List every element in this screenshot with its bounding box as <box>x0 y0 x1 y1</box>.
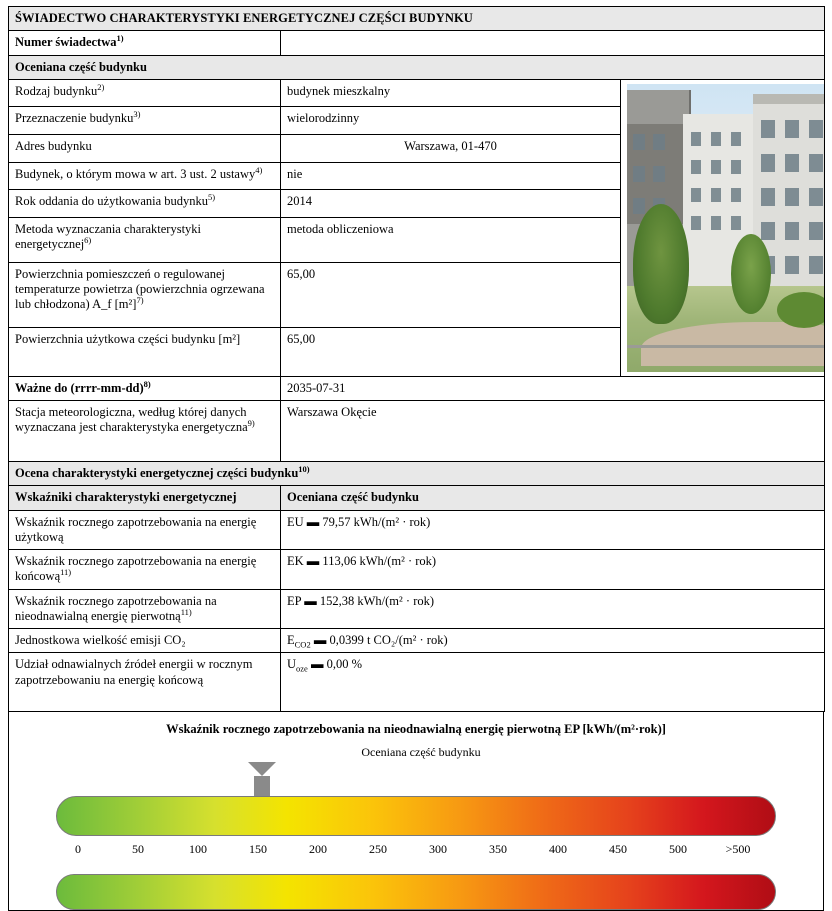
photo-window <box>653 134 665 150</box>
document-title: ŚWIADECTWO CHARAKTERYSTYKI ENERGETYCZNEJ CZĘŚCI BUDYNKU <box>9 7 825 31</box>
ep-scale-tick: >500 <box>725 842 751 857</box>
photo-tree <box>731 234 771 314</box>
oze-subscript: oze <box>296 663 308 674</box>
chart-title: Wskaźnik rocznego zapotrzebowania na nieodnawialną energię pierwotną EP [kWh/(m²·rok)] <box>166 722 666 737</box>
footnote-marker: 8) <box>143 378 151 389</box>
row-value-building-purpose: wielorodzinny <box>281 107 621 135</box>
photo-window <box>731 216 741 230</box>
row-label-building-type: Rodzaj budynku$^{2)}$ <box>9 79 281 107</box>
certificate-number-row <box>9 31 825 55</box>
photo-window <box>761 120 775 138</box>
row-value-method: metoda obliczeniowa <box>281 217 621 262</box>
row-value-art3-building: nie <box>281 162 621 190</box>
section-assessed-header: Oceniana część budynku <box>9 55 825 79</box>
row-label-address: Adres budynku <box>9 134 281 162</box>
rating-col-indicators: Wskaźniki charakterystyki energetycznej <box>9 486 281 510</box>
photo-window <box>785 188 799 206</box>
building-photo-illustration <box>627 84 825 372</box>
row-value-address: Warszawa, 01-470 <box>281 134 621 162</box>
weather-station-row <box>9 401 825 462</box>
footnote-marker: 11) <box>180 606 192 617</box>
footnote-marker: 1) <box>116 33 124 44</box>
ep-scale-tick: 250 <box>369 842 387 857</box>
photo-window <box>633 198 645 214</box>
photo-window <box>691 132 701 146</box>
ep-marker-arrow-icon <box>248 762 276 796</box>
photo-window <box>809 120 823 138</box>
certificate-table <box>8 6 825 712</box>
ep-scale-tick: 500 <box>669 842 687 857</box>
photo-window <box>785 154 799 172</box>
ep-scale-tick: 0 <box>75 842 81 857</box>
section-rating-header: Ocena charakterystyki energetycznej części budynku$^{10)}$ <box>9 462 825 486</box>
row-label-method: Metoda wyznaczania charakterystyki energetycznej$^{6)}$ <box>9 217 281 262</box>
photo-window <box>731 132 741 146</box>
row-value-building-type: budynek mieszkalny <box>281 79 621 107</box>
rating-label-ek: Wskaźnik rocznego zapotrzebowania na energię końcową$^{11)}$ <box>9 550 281 590</box>
row-label-building-purpose: Przeznaczenie budynku$^{3)}$ <box>9 107 281 135</box>
row-label-usable-area: Powierzchnia użytkowa części budynku [m²] <box>9 327 281 376</box>
ep-scale-tick: 450 <box>609 842 627 857</box>
photo-window <box>785 120 799 138</box>
footnote-marker: 5) <box>208 191 216 202</box>
photo-window <box>761 154 775 172</box>
rating-label-oze: Udział odnawialnych źródeł energii w rocznym zapotrzebowaniu na energię końcową <box>9 653 281 712</box>
photo-window <box>761 188 775 206</box>
photo-bush <box>777 292 825 328</box>
photo-window <box>691 188 701 202</box>
document-title-row <box>9 7 825 31</box>
photo-window <box>711 132 721 146</box>
photo-window <box>761 222 775 240</box>
row-value-year-of-use: 2014 <box>281 190 621 218</box>
table-row <box>9 653 825 712</box>
rating-value-co2: $E_{CO2}$ ▬ 0,0399 t CO₂/(m² · rok) <box>281 629 825 653</box>
footnote-marker: 4) <box>255 164 263 175</box>
row-value-usable-area: 65,00 <box>281 327 621 376</box>
ep-color-scale-bar <box>56 796 776 836</box>
photo-roof <box>753 94 825 104</box>
footnote-marker: 2) <box>97 81 105 92</box>
footnote-marker: 9) <box>247 418 255 429</box>
footnote-marker: 7) <box>136 295 144 306</box>
ep-scale-tick: 100 <box>189 842 207 857</box>
table-row <box>9 629 825 653</box>
certificate-number-value <box>281 31 825 55</box>
rating-value-ek: EK ▬ 113,06 kWh/(m² · rok) <box>281 550 825 590</box>
photo-window <box>653 166 665 182</box>
validity-label: Ważne do (rrrr-mm-dd)$^{8)}$ <box>9 376 281 400</box>
row-value-regulated-area: 65,00 <box>281 262 621 327</box>
photo-window <box>731 188 741 202</box>
rating-col-assessed: Oceniana część budynku <box>281 486 825 510</box>
table-row <box>9 510 825 550</box>
footnote-marker: 6) <box>84 234 92 245</box>
validity-value: 2035-07-31 <box>281 376 825 400</box>
table-row <box>9 589 825 629</box>
table-row <box>9 79 825 107</box>
ep-scale-tick: 50 <box>132 842 144 857</box>
chart-subtitle: Oceniana część budynku <box>361 745 481 760</box>
row-label-regulated-area: Powierzchnia pomieszczeń o regulowanej temperaturze powietrza (powierzchnia ogrzewana lub chłodzona) A_f $[m^2]^{7)}$ <box>9 262 281 327</box>
ep-scale-chart <box>8 712 824 911</box>
ep-scale-tick: 150 <box>249 842 267 857</box>
photo-window <box>711 160 721 174</box>
table-row <box>9 550 825 590</box>
photo-window <box>691 160 701 174</box>
photo-window <box>809 256 823 274</box>
photo-window <box>633 134 645 150</box>
weather-station-value: Warszawa Okęcie <box>281 401 825 462</box>
chart-marker-row <box>9 762 823 796</box>
photo-window <box>633 166 645 182</box>
photo-window <box>711 216 721 230</box>
photo-window <box>691 216 701 230</box>
section-rating-header-row <box>9 462 825 486</box>
ep-scale-tick: 400 <box>549 842 567 857</box>
certificate-number-label: Numer świadectwa$^{1)}$ <box>9 31 281 55</box>
photo-window <box>809 188 823 206</box>
rating-label-ep: Wskaźnik rocznego zapotrzebowania na nieodnawialną energię pierwotną$^{11)}$ <box>9 589 281 629</box>
building-photo <box>621 79 825 376</box>
photo-window <box>809 222 823 240</box>
rating-value-oze: $U_{oze}$ ▬ 0,00 % <box>281 653 825 712</box>
rating-value-eu: EU ▬ 79,57 kWh/(m² · rok) <box>281 510 825 550</box>
validity-row <box>9 376 825 400</box>
footnote-marker: 10) <box>298 463 310 474</box>
rating-value-ep: EP ▬ 152,38 kWh/(m² · rok) <box>281 589 825 629</box>
section-assessed-header-row <box>9 55 825 79</box>
photo-rail <box>627 345 825 348</box>
ep-scale-ticks <box>56 842 776 864</box>
weather-station-label: Stacja meteorologiczna, według której danych wyznaczana jest charakterystyka energetyczna$^{9)}$ <box>9 401 281 462</box>
ep-scale-tick: 200 <box>309 842 327 857</box>
row-label-art3-building: Budynek, o którym mowa w art. 3 ust. 2 ustawy$^{4)}$ <box>9 162 281 190</box>
rating-column-header-row <box>9 486 825 510</box>
footnote-marker: 3) <box>133 109 141 120</box>
photo-window <box>731 160 741 174</box>
row-label-year-of-use: Rok oddania do użytkowania budynku$^{5)}$ <box>9 190 281 218</box>
photo-window <box>809 154 823 172</box>
rating-label-eu: Wskaźnik rocznego zapotrzebowania na energię użytkową <box>9 510 281 550</box>
ep-scale-tick: 300 <box>429 842 447 857</box>
photo-tree <box>633 204 689 324</box>
ep-color-scale-bar-secondary <box>56 874 776 910</box>
rating-label-co2: Jednostkowa wielkość emisji CO₂ <box>9 629 281 653</box>
co2-subscript: CO2 <box>294 639 311 650</box>
footnote-marker: 11) <box>60 567 72 578</box>
ep-scale-tick: 350 <box>489 842 507 857</box>
photo-window <box>785 222 799 240</box>
photo-window <box>711 188 721 202</box>
photo-window <box>785 256 799 274</box>
